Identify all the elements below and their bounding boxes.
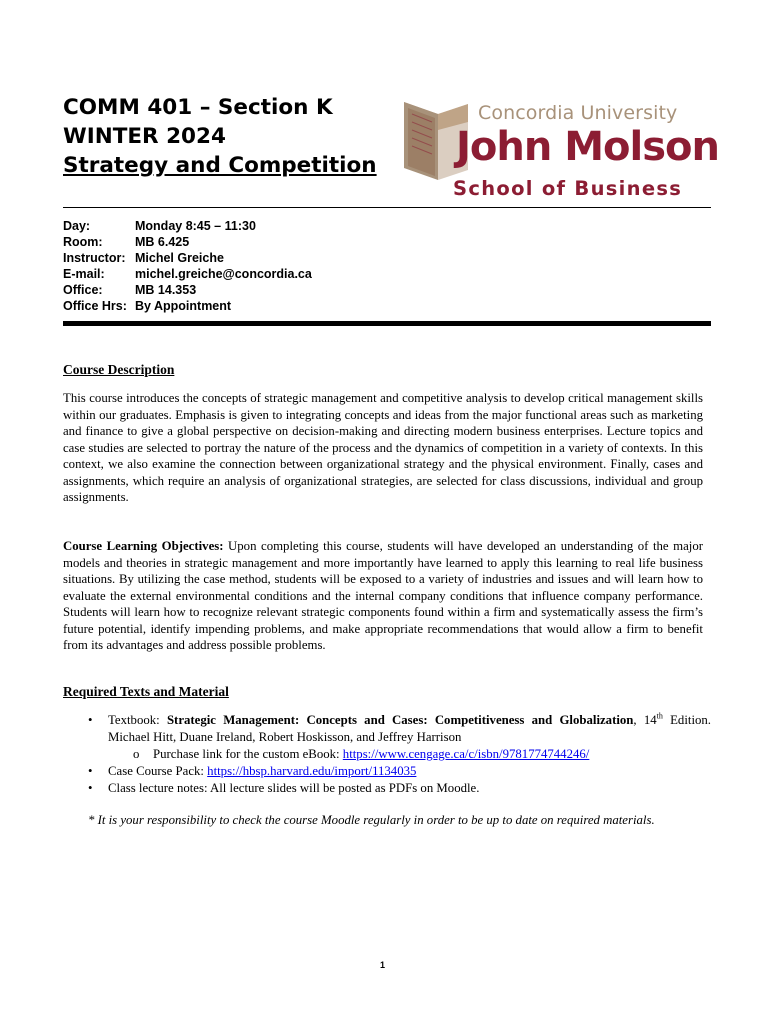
info-row-office-hours	[63, 298, 312, 314]
purchase-link[interactable]: https://www.cengage.ca/c/isbn/9781774744246/	[342, 747, 590, 761]
list-item-lecture-notes	[63, 780, 711, 797]
list-item-purchase-link	[63, 746, 711, 763]
course-term: WINTER 2024	[63, 124, 226, 149]
info-label: Day:	[63, 219, 91, 233]
required-materials-list	[63, 712, 711, 797]
info-row-email	[63, 266, 312, 282]
casepack-label: Case Course Pack:	[108, 764, 208, 778]
textbook-authors: Edition. Michael Hitt, Duane Ireland, Robert Hoskisson, and Jeffrey Harrison	[108, 713, 711, 744]
moodle-note: * It is your responsibility to check the course Moodle regularly in order to be up to date on required materials.	[88, 813, 655, 827]
header-divider	[63, 207, 711, 208]
info-value: By Appointment	[135, 299, 232, 313]
info-row-room	[63, 234, 312, 250]
objectives-body: Upon completing this course, students will have developed an understanding of the major models and theories in strategic management and more importantly have learned to apply this learning to real life business situations. By utilizing the case method, students will be exposed to a variety of industries and issues and will learn how to evaluate the external environmental conditions and the internal company conditions that influence company performance. Students will learn how to recognize relevant strategic components found within a firm and systematically assess the firm’s future potential, identify impending problems, and make appropriate recommendations that would allow a firm to benefit from its advantages and address possible problems.	[63, 539, 703, 652]
lecture-notes-text: Class lecture notes: All lecture slides will be posted as PDFs on Moodle.	[108, 781, 480, 795]
purchase-label: Purchase link for the custom eBook:	[153, 747, 343, 761]
list-item-textbook	[63, 712, 711, 746]
circle-bullet-icon: o	[133, 747, 140, 761]
objectives-heading: Course Learning Objectives:	[63, 539, 224, 553]
textbook-prefix: Textbook:	[108, 713, 167, 727]
course-code: COMM 401 – Section K	[63, 95, 333, 120]
info-value: michel.greiche@concordia.ca	[135, 267, 312, 281]
textbook-title: Strategic Management: Concepts and Cases: Competitiveness and Globalization	[166, 713, 634, 727]
info-row-instructor	[63, 250, 312, 266]
bullet-icon: •	[88, 764, 93, 778]
info-label: Office Hrs:	[63, 299, 127, 313]
page-number: 1	[380, 960, 386, 970]
logo-school-suffix: School of Business	[453, 177, 683, 200]
course-title: Strategy and Competition	[63, 153, 377, 178]
info-value: MB 14.353	[135, 283, 197, 297]
info-row-office	[63, 282, 312, 298]
jmsb-logo	[402, 100, 720, 205]
bullet-icon: •	[88, 781, 93, 795]
casepack-link[interactable]: https://hbsp.harvard.edu/import/1134035	[207, 764, 417, 778]
required-heading: Required Texts and Material	[63, 684, 229, 699]
info-value: MB 6.425	[135, 235, 190, 249]
info-label: Instructor:	[63, 251, 126, 265]
logo-school-name: John Molson	[456, 124, 720, 170]
description-heading: Course Description	[63, 362, 175, 377]
list-item-case-pack	[63, 763, 711, 780]
logo-university: Concordia University	[478, 102, 678, 124]
info-label: E-mail:	[63, 267, 105, 281]
course-info-block	[63, 218, 312, 314]
course-header	[63, 93, 377, 180]
textbook-edition-sup: th	[656, 711, 663, 721]
info-value: Monday 8:45 – 11:30	[135, 219, 256, 233]
section-divider	[63, 321, 711, 326]
info-label: Room:	[63, 235, 103, 249]
description-body: This course introduces the concepts of strategic management and competitive analysis to develop critical management skills within our graduates. Emphasis is given to integrating concepts and ideas from the major functional areas such as marketing and finance to give a global perspective on decision-making and directing modern business enterprises. Lecture topics and case studies are selected to portray the nature of the process and the dynamics of competition in a variety of contexts. In this context, we also examine the connection between organizational strategy and the physical environment. Finally, cases and assignments, which require an analysis of organizational strategies, are selected for class discussions, individual and group assignments.	[63, 391, 703, 504]
textbook-edition: , 14	[633, 713, 657, 727]
info-value: Michel Greiche	[135, 251, 224, 265]
info-label: Office:	[63, 283, 103, 297]
objectives-paragraph	[63, 538, 703, 654]
bullet-icon: •	[88, 713, 93, 727]
info-row-day	[63, 218, 312, 234]
